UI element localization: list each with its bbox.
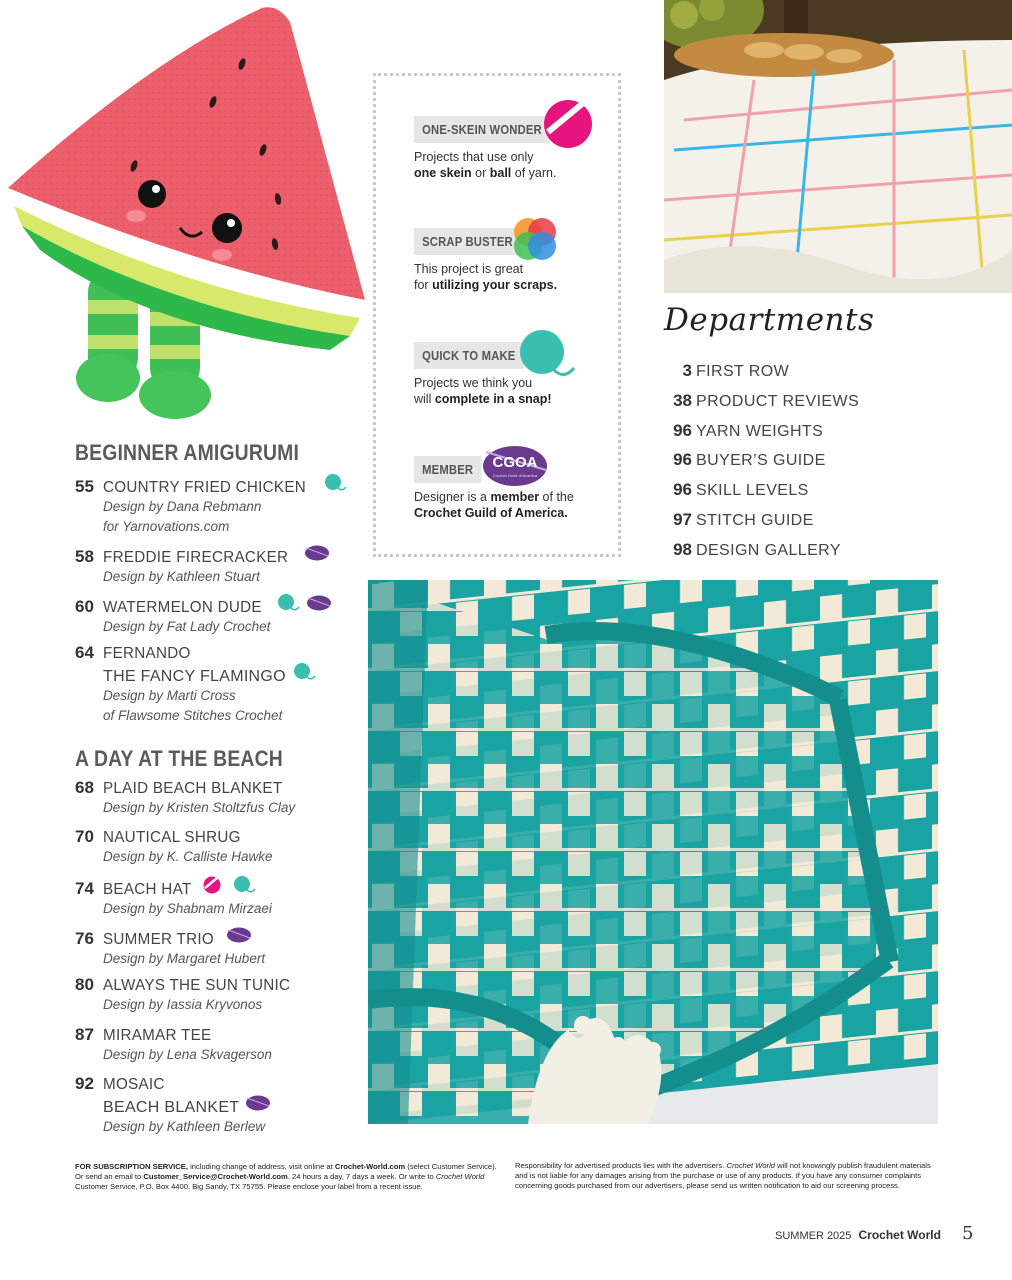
page-number: 64 xyxy=(75,643,94,662)
project-title: COUNTRY FRIED CHICKEN xyxy=(103,479,307,496)
watermelon-amigurumi-photo xyxy=(0,0,370,440)
project-designer-line2: of Flawsome Stitches Crochet xyxy=(103,708,283,723)
section-heading-beach: A DAY AT THE BEACH xyxy=(75,746,283,771)
project-entry-64[interactable] xyxy=(75,643,375,726)
cgoa-logo-small-text: Crochet Guild of America xyxy=(492,473,538,478)
project-title: MOSAIC xyxy=(103,1076,165,1093)
project-entry-92[interactable] xyxy=(75,1074,375,1137)
page-number: 60 xyxy=(75,597,94,616)
project-entry-74[interactable] xyxy=(75,876,375,919)
legend-desc-line1: Projects that use only xyxy=(414,150,534,164)
department-page: 3 xyxy=(682,361,692,380)
legend-desc-quick-bold: complete in a snap! xyxy=(434,392,552,406)
page-number: 92 xyxy=(75,1074,94,1093)
project-title: SUMMER TRIO xyxy=(103,931,214,948)
project-title: PLAID BEACH BLANKET xyxy=(103,780,283,797)
member-icon xyxy=(226,926,250,944)
project-designer: Design by Lena Skvagerson xyxy=(103,1047,272,1062)
issue-date: SUMMER 2025 xyxy=(775,1230,852,1242)
page-number: 55 xyxy=(75,477,94,496)
project-designer: Design by Iassia Kryvonos xyxy=(103,997,263,1012)
subscription-text-3: . 24 hours a day, 7 days a week. Or write to xyxy=(287,1172,436,1181)
project-title: BEACH HAT xyxy=(103,881,192,898)
section-heading-amigurumi: BEGINNER AMIGURUMI xyxy=(75,440,300,465)
department-item-stitch-guide[interactable] xyxy=(664,510,964,530)
disclaimer-text-2: will not knowingly publish fraudulent materials and is not liable for any damages arising from the purchase or use of any products. If you have any consumer complaints concerning goods purchased from our advertisers, please send us written notification to aid our screening process. xyxy=(515,1161,931,1190)
department-page: 98 xyxy=(673,540,692,559)
legend-desc-member-bold2: Crochet Guild of America. xyxy=(414,506,568,520)
project-designer: Design by K. Calliste Hawke xyxy=(103,849,273,864)
project-entry-76[interactable] xyxy=(75,926,375,969)
project-designer: Design by Kathleen Stuart xyxy=(103,569,260,584)
project-title: FREDDIE FIRECRACKER xyxy=(103,549,289,566)
project-designer-line2: for Yarnovations.com xyxy=(103,519,230,534)
page-number: 58 xyxy=(75,547,94,566)
cgoa-logo-icon xyxy=(480,444,550,488)
quick-to-make-icon xyxy=(232,876,256,894)
page-number: 74 xyxy=(75,879,94,898)
disclaimer-text-1: Responsibility for advertised products lies with the advertisers. xyxy=(515,1161,727,1170)
project-entry-87[interactable] xyxy=(75,1025,375,1065)
legend-tag-one-skein: ONE-SKEIN WONDER xyxy=(414,116,550,143)
department-name: STITCH GUIDE xyxy=(696,512,814,529)
project-title: WATERMELON DUDE xyxy=(103,599,262,616)
page-number-folio: 5 xyxy=(962,1223,974,1244)
department-item-first-row[interactable] xyxy=(664,361,964,381)
legend-tag-quick-to-make: QUICK TO MAKE xyxy=(414,342,524,369)
legend-desc-scrap-for: for xyxy=(414,278,433,292)
project-entry-70[interactable] xyxy=(75,827,375,867)
legend-desc-mid: or xyxy=(471,166,490,180)
legend-desc-post: of yarn. xyxy=(511,166,557,180)
department-item-yarn-weights[interactable] xyxy=(664,421,964,441)
legend-desc-member-bold: member xyxy=(490,490,540,504)
subscription-email-link[interactable]: Customer_Service@Crochet-World.com xyxy=(143,1172,288,1181)
project-title: FERNANDO xyxy=(103,645,191,662)
one-skein-icon xyxy=(542,98,594,155)
departments-title: Departments xyxy=(664,302,875,338)
subscription-heading: FOR SUBSCRIPTION SERVICE, xyxy=(75,1162,188,1171)
department-name: BUYER’S GUIDE xyxy=(696,452,826,469)
subscription-website-link[interactable]: Crochet-World.com xyxy=(334,1162,406,1171)
page-number: 70 xyxy=(75,827,94,846)
department-page: 38 xyxy=(673,391,692,410)
department-page: 96 xyxy=(673,480,692,499)
project-designer: Design by Shabnam Mirzaei xyxy=(103,901,272,916)
member-icon xyxy=(245,1094,269,1112)
project-entry-60[interactable] xyxy=(75,594,375,637)
project-title: ALWAYS THE SUN TUNIC xyxy=(103,977,291,994)
folio xyxy=(775,1228,975,1242)
legend-desc-member-pre: Designer is a xyxy=(414,490,491,504)
magazine-name: Crochet World xyxy=(858,1228,941,1242)
department-name: SKILL LEVELS xyxy=(696,482,809,499)
quick-to-make-icon xyxy=(276,594,300,612)
page-number: 76 xyxy=(75,929,94,948)
member-icon xyxy=(306,594,330,612)
plaid-illustration xyxy=(664,0,1012,293)
legend-desc-quick-will: will xyxy=(414,392,435,406)
legend-desc-scrap-line1: This project is great xyxy=(414,262,524,276)
mosaic-illustration xyxy=(368,580,938,1124)
legend-desc-quick-line1: Projects we think you xyxy=(414,376,533,390)
project-title: MIRAMAR TEE xyxy=(103,1027,212,1044)
department-item-product-reviews[interactable] xyxy=(664,391,964,411)
department-item-buyers-guide[interactable] xyxy=(664,450,964,470)
scrap-buster-icon xyxy=(510,214,560,269)
department-item-skill-levels[interactable] xyxy=(664,480,964,500)
department-name: FIRST ROW xyxy=(696,363,790,380)
one-skein-icon xyxy=(202,876,226,894)
subscription-notice xyxy=(75,1162,505,1192)
legend-desc-quick xyxy=(414,375,614,407)
page-number: 80 xyxy=(75,975,94,994)
legend-desc-bold2: ball xyxy=(489,166,512,180)
plaid-blanket-photo xyxy=(664,0,1012,293)
department-name: DESIGN GALLERY xyxy=(696,542,841,559)
project-entry-58[interactable] xyxy=(75,544,375,587)
project-designer: Design by Fat Lady Crochet xyxy=(103,619,271,634)
department-page: 97 xyxy=(673,510,692,529)
project-designer: Design by Margaret Hubert xyxy=(103,951,266,966)
quick-to-make-icon xyxy=(516,328,576,389)
department-item-design-gallery[interactable] xyxy=(664,540,964,560)
subscription-magazine-name: Crochet World xyxy=(435,1172,485,1181)
project-title-line2: BEACH BLANKET xyxy=(103,1099,240,1116)
legend-tag-scrap-buster: SCRAP BUSTER xyxy=(414,228,521,255)
disclaimer-magazine-name: Crochet World xyxy=(726,1161,775,1170)
subscription-text-2: (select Customer Service). Or send an email to xyxy=(75,1162,497,1181)
legend-box xyxy=(373,73,621,557)
page-number: 68 xyxy=(75,778,94,797)
department-name: PRODUCT REVIEWS xyxy=(696,393,860,410)
legend-desc-member-post: of the xyxy=(539,490,574,504)
cgoa-logo-text: CGOA xyxy=(492,454,538,471)
project-designer: Design by Kathleen Berlew xyxy=(103,1119,266,1134)
project-designer: Design by Kristen Stoltzfus Clay xyxy=(103,800,296,815)
project-entry-68[interactable] xyxy=(75,778,375,818)
legend-tag-member: MEMBER xyxy=(414,456,481,483)
mosaic-blanket-photo xyxy=(368,580,938,1124)
legend-desc-member xyxy=(414,489,614,521)
department-page: 96 xyxy=(673,421,692,440)
quick-to-make-icon xyxy=(292,663,316,681)
project-designer: Design by Marti Cross xyxy=(103,688,236,703)
project-title-line2: THE FANCY FLAMINGO xyxy=(103,668,286,685)
quick-to-make-icon xyxy=(323,474,347,492)
department-name: YARN WEIGHTS xyxy=(696,423,824,440)
member-icon xyxy=(304,544,328,562)
subscription-text-1: including change of address, visit online at xyxy=(187,1162,335,1171)
legend-desc-scrap-bold: utilizing your scraps. xyxy=(432,278,558,292)
project-entry-80[interactable] xyxy=(75,975,375,1015)
subscription-text-4: Customer Service, P.O. Box 4400, Big Sandy, TX 75755. Please enclose your label from a recent issue. xyxy=(75,1182,423,1191)
project-title: NAUTICAL SHRUG xyxy=(103,829,241,846)
project-entry-55[interactable] xyxy=(75,474,375,537)
advertiser-disclaimer xyxy=(515,1161,935,1191)
page-number: 87 xyxy=(75,1025,94,1044)
legend-desc-bold1: one skein xyxy=(414,166,472,180)
legend-quick-to-make xyxy=(414,342,614,407)
project-designer: Design by Dana Rebmann xyxy=(103,499,262,514)
department-page: 96 xyxy=(673,450,692,469)
watermelon-illustration xyxy=(0,0,370,440)
